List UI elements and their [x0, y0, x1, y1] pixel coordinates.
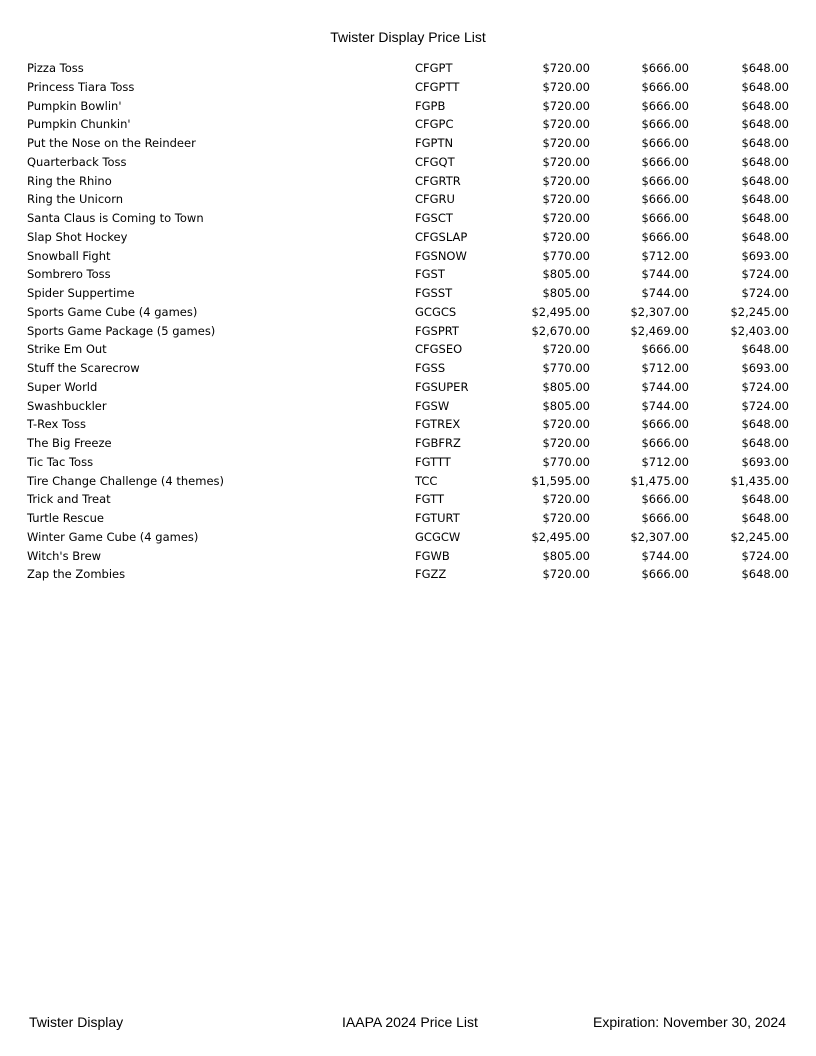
price-tier-2: $1,475.00 — [630, 473, 689, 488]
product-code: CFGQT — [415, 154, 455, 169]
product-code: TCC — [415, 473, 438, 488]
price-tier-3: $648.00 — [741, 136, 789, 150]
table-row — [27, 434, 789, 453]
product-name: Spider Suppertime — [27, 286, 135, 300]
product-name: Sombrero Toss — [27, 267, 111, 282]
price-tier-3: $648.00 — [741, 567, 789, 582]
price-tier-1: $770.00 — [542, 454, 590, 469]
product-name: Princess Tiara Toss — [27, 79, 135, 94]
table-row — [27, 509, 789, 528]
price-tier-1: $720.00 — [542, 511, 590, 525]
price-tier-1: $720.00 — [542, 229, 590, 244]
product-code: FGZZ — [415, 567, 447, 582]
price-tier-2: $666.00 — [641, 436, 689, 450]
price-tier-1: $720.00 — [542, 436, 590, 450]
table-row — [27, 359, 789, 378]
price-tier-2: $666.00 — [641, 567, 689, 582]
price-tier-3: $648.00 — [741, 417, 789, 432]
price-tier-3: $724.00 — [741, 267, 789, 282]
price-tier-3: $724.00 — [741, 398, 789, 413]
price-tier-3: $648.00 — [741, 117, 789, 132]
price-tier-2: $744.00 — [641, 286, 689, 300]
product-code: CFGRU — [415, 192, 455, 207]
price-tier-1: $720.00 — [542, 154, 590, 169]
price-tier-2: $666.00 — [641, 173, 689, 188]
product-name: Quarterback Toss — [27, 154, 127, 169]
table-row — [27, 228, 789, 247]
product-code: FGSCT — [415, 211, 453, 225]
product-name: Super World — [27, 379, 98, 394]
product-code: CFGPTT — [415, 79, 460, 94]
product-name: Put the Nose on the Reindeer — [27, 136, 196, 150]
table-row — [27, 565, 789, 584]
price-tier-2: $2,469.00 — [630, 323, 689, 338]
price-tier-1: $720.00 — [542, 342, 590, 357]
product-code: FGSPRT — [415, 323, 459, 338]
price-tier-1: $2,495.00 — [531, 304, 590, 319]
product-code: GCGCS — [415, 304, 457, 319]
table-row — [27, 453, 789, 472]
price-tier-2: $666.00 — [641, 61, 689, 75]
product-name: Snowball Fight — [27, 248, 111, 263]
price-tier-1: $805.00 — [542, 548, 590, 563]
price-tier-3: $648.00 — [741, 436, 789, 450]
table-row — [27, 134, 789, 153]
price-tier-2: $666.00 — [641, 229, 689, 244]
price-tier-3: $2,245.00 — [730, 304, 789, 319]
table-row — [27, 59, 789, 78]
product-name: Sports Game Package (5 games) — [27, 323, 216, 338]
price-tier-3: $648.00 — [741, 229, 789, 244]
price-tier-2: $666.00 — [641, 98, 689, 113]
price-tier-2: $2,307.00 — [630, 529, 689, 544]
table-row — [27, 153, 789, 172]
price-tier-3: $724.00 — [741, 286, 789, 300]
price-tier-3: $693.00 — [741, 361, 789, 375]
price-tier-2: $666.00 — [641, 492, 689, 507]
table-row — [27, 78, 789, 97]
product-name: Swashbuckler — [27, 398, 107, 413]
product-name: Strike Em Out — [27, 342, 107, 357]
product-name: Tic Tac Toss — [27, 454, 94, 469]
price-tier-1: $805.00 — [542, 286, 590, 300]
product-code: FGSS — [415, 361, 446, 375]
price-tier-2: $666.00 — [641, 154, 689, 169]
price-tier-1: $720.00 — [542, 136, 590, 150]
product-name: Ring the Rhino — [27, 173, 112, 188]
product-code: FGPB — [415, 98, 446, 113]
product-name: Ring the Unicorn — [27, 192, 124, 207]
product-name: Trick and Treat — [27, 492, 111, 507]
price-table — [27, 59, 789, 584]
price-tier-3: $2,403.00 — [730, 323, 789, 338]
price-tier-2: $712.00 — [641, 248, 689, 263]
price-tier-2: $666.00 — [641, 117, 689, 132]
price-tier-2: $666.00 — [641, 79, 689, 94]
product-code: FGBFRZ — [415, 436, 461, 450]
table-row — [27, 322, 789, 341]
product-name: Sports Game Cube (4 games) — [27, 304, 198, 319]
product-code: GCGCW — [415, 529, 461, 544]
price-tier-1: $720.00 — [542, 211, 590, 225]
table-row — [27, 472, 789, 491]
price-tier-3: $693.00 — [741, 248, 789, 263]
product-code: CFGSLAP — [415, 229, 468, 244]
product-name: Stuff the Scarecrow — [27, 361, 140, 375]
price-tier-1: $720.00 — [542, 192, 590, 207]
product-name: Winter Game Cube (4 games) — [27, 529, 199, 544]
footer-right: Expiration: November 30, 2024 — [593, 1014, 786, 1030]
price-tier-1: $720.00 — [542, 492, 590, 507]
price-tier-1: $2,495.00 — [531, 529, 590, 544]
product-name: Zap the Zombies — [27, 567, 126, 582]
table-row — [27, 97, 789, 116]
table-row — [27, 528, 789, 547]
price-tier-3: $724.00 — [741, 548, 789, 563]
price-tier-3: $2,245.00 — [730, 529, 789, 544]
product-name: Santa Claus is Coming to Town — [27, 211, 204, 225]
price-tier-2: $712.00 — [641, 361, 689, 375]
price-tier-1: $1,595.00 — [531, 473, 590, 488]
price-tier-1: $805.00 — [542, 398, 590, 413]
product-code: FGTTT — [415, 454, 451, 469]
price-tier-1: $720.00 — [542, 98, 590, 113]
table-row — [27, 303, 789, 322]
price-tier-1: $720.00 — [542, 417, 590, 432]
price-tier-2: $744.00 — [641, 398, 689, 413]
price-tier-2: $744.00 — [641, 379, 689, 394]
product-code: FGSW — [415, 398, 450, 413]
product-name: T-Rex Toss — [27, 417, 87, 432]
price-tier-3: $648.00 — [741, 79, 789, 94]
price-tier-1: $720.00 — [542, 79, 590, 94]
price-tier-3: $648.00 — [741, 61, 789, 75]
price-tier-3: $648.00 — [741, 154, 789, 169]
price-tier-1: $770.00 — [542, 248, 590, 263]
price-tier-3: $693.00 — [741, 454, 789, 469]
price-tier-1: $770.00 — [542, 361, 590, 375]
product-code: FGPTN — [415, 136, 454, 150]
price-tier-2: $666.00 — [641, 211, 689, 225]
product-code: CFGRTR — [415, 173, 461, 188]
product-code: CFGSEO — [415, 342, 463, 357]
price-tier-2: $712.00 — [641, 454, 689, 469]
product-name: Slap Shot Hockey — [27, 229, 128, 244]
price-tier-2: $666.00 — [641, 417, 689, 432]
product-name: The Big Freeze — [27, 436, 112, 450]
product-code: FGTREX — [415, 417, 461, 432]
product-code: CFGPT — [415, 61, 453, 75]
price-tier-3: $1,435.00 — [730, 473, 789, 488]
table-row — [27, 378, 789, 397]
product-code: FGTT — [415, 492, 444, 507]
price-tier-1: $720.00 — [542, 173, 590, 188]
table-row — [27, 190, 789, 209]
price-tier-1: $2,670.00 — [531, 323, 590, 338]
product-name: Turtle Rescue — [27, 511, 104, 525]
footer-left: Twister Display — [29, 1014, 124, 1030]
price-tier-1: $805.00 — [542, 379, 590, 394]
product-name: Witch's Brew — [27, 548, 102, 563]
product-name: Tire Change Challenge (4 themes) — [27, 473, 224, 488]
table-row — [27, 209, 789, 228]
price-tier-3: $648.00 — [741, 211, 789, 225]
table-row — [27, 490, 789, 509]
product-name: Pizza Toss — [27, 61, 84, 75]
product-name: Pumpkin Bowlin' — [27, 98, 122, 113]
table-row — [27, 172, 789, 191]
price-tier-2: $2,307.00 — [630, 304, 689, 319]
price-tier-1: $720.00 — [542, 117, 590, 132]
product-code: FGWB — [415, 548, 450, 563]
price-tier-3: $648.00 — [741, 342, 789, 357]
price-tier-1: $720.00 — [542, 567, 590, 582]
table-row — [27, 340, 789, 359]
price-tier-2: $666.00 — [641, 511, 689, 525]
price-tier-3: $648.00 — [741, 98, 789, 113]
price-tier-2: $666.00 — [641, 192, 689, 207]
table-row — [27, 397, 789, 416]
price-tier-2: $666.00 — [641, 342, 689, 357]
product-code: FGSUPER — [415, 379, 469, 394]
product-code: FGTURT — [415, 511, 460, 525]
table-row — [27, 415, 789, 434]
table-row — [27, 247, 789, 266]
price-tier-2: $666.00 — [641, 136, 689, 150]
product-name: Pumpkin Chunkin' — [27, 117, 131, 132]
price-tier-2: $744.00 — [641, 267, 689, 282]
price-tier-3: $648.00 — [741, 492, 789, 507]
footer-center: IAAPA 2024 Price List — [342, 1014, 478, 1030]
product-code: CFGPC — [415, 117, 454, 132]
price-tier-1: $805.00 — [542, 267, 590, 282]
product-code: FGSST — [415, 286, 453, 300]
table-row — [27, 284, 789, 303]
table-row — [27, 115, 789, 134]
product-code: FGSNOW — [415, 248, 467, 263]
page-title: Twister Display Price List — [330, 29, 486, 45]
price-tier-3: $648.00 — [741, 511, 789, 525]
product-code: FGST — [415, 267, 445, 282]
price-tier-2: $744.00 — [641, 548, 689, 563]
price-tier-3: $648.00 — [741, 192, 789, 207]
price-tier-1: $720.00 — [542, 61, 590, 75]
price-tier-3: $648.00 — [741, 173, 789, 188]
price-tier-3: $724.00 — [741, 379, 789, 394]
table-row — [27, 265, 789, 284]
table-row — [27, 547, 789, 566]
